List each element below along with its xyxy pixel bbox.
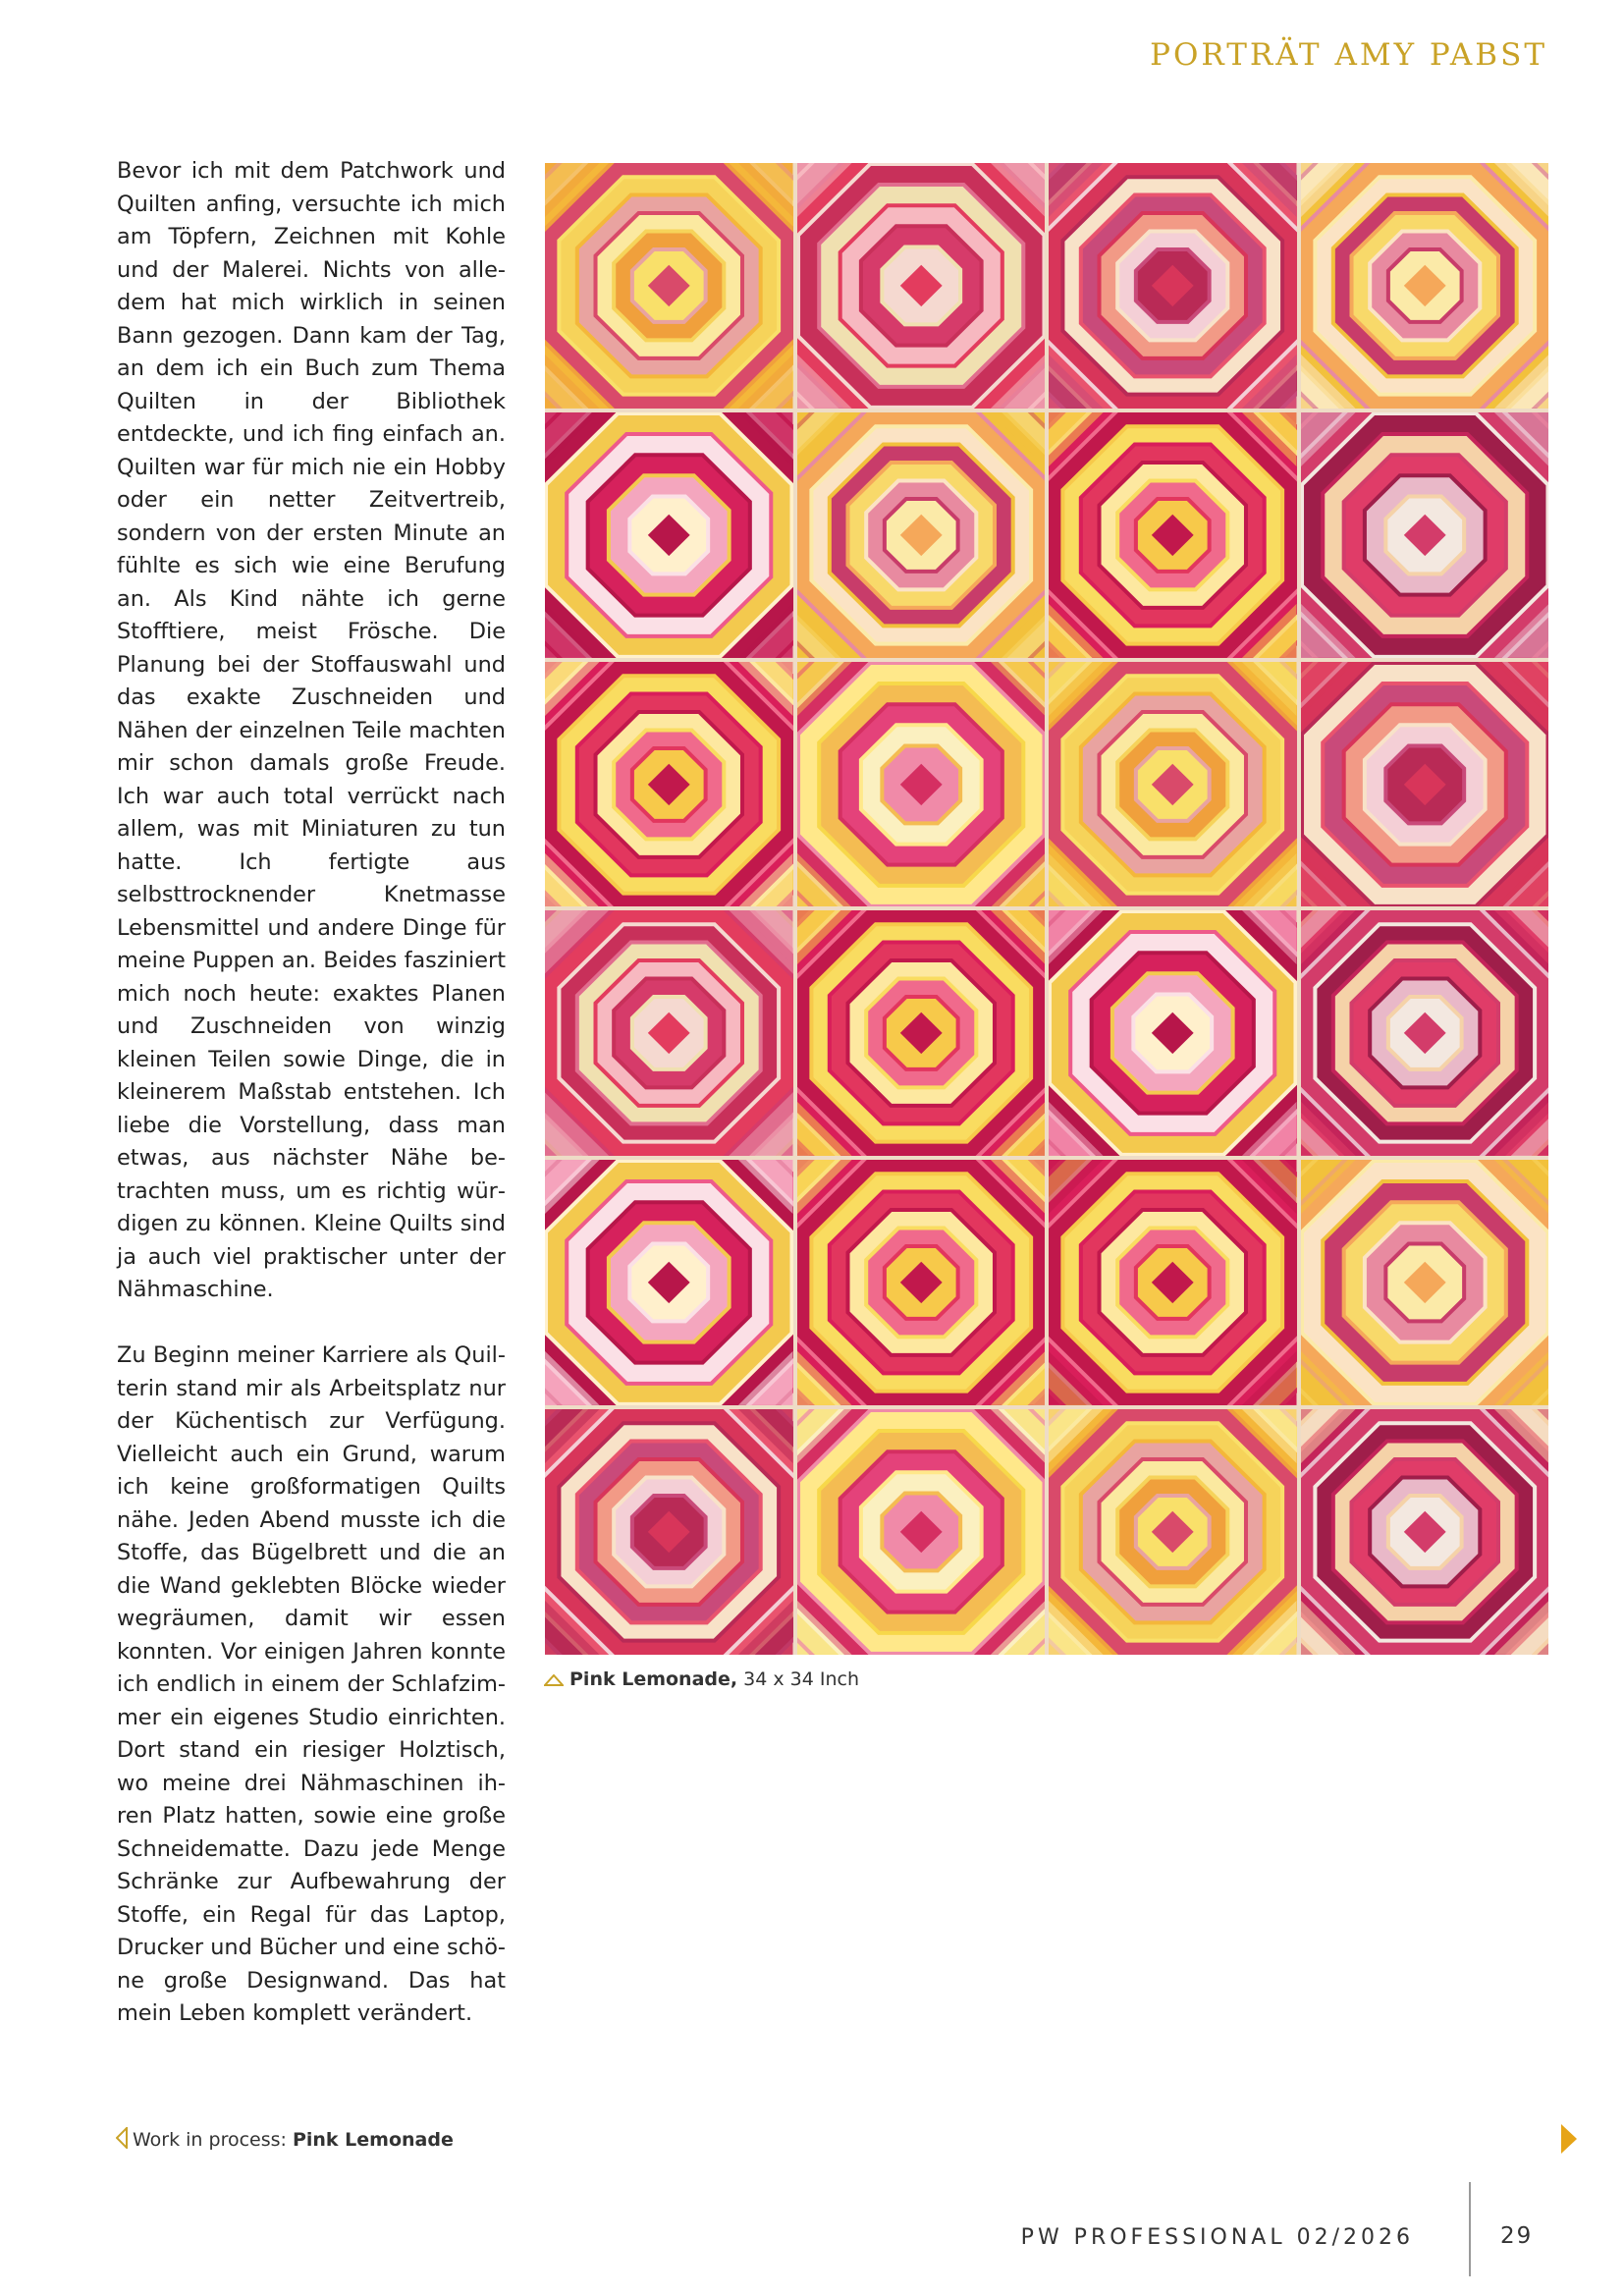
quilt-block xyxy=(1301,412,1549,658)
footer-divider xyxy=(1469,2182,1471,2276)
quilt-block xyxy=(797,163,1046,409)
wip-title: Pink Lemonade xyxy=(292,2129,454,2151)
quilt-block xyxy=(1301,1160,1549,1405)
article-text-column xyxy=(117,155,506,2031)
quilt-block xyxy=(797,1409,1046,1655)
quilt-block xyxy=(1301,662,1549,907)
quilt-block xyxy=(1301,910,1549,1156)
quilt-block xyxy=(797,1160,1046,1405)
caption-triangle-icon xyxy=(544,1669,564,1691)
work-in-process-note xyxy=(116,2127,454,2154)
footer-magazine-issue: PW PROFESSIONAL 02/2026 xyxy=(1020,2225,1414,2250)
page-number: 29 xyxy=(1500,2223,1534,2249)
quilt-block xyxy=(1049,662,1297,907)
quilt-block xyxy=(797,412,1046,658)
wip-label: Work in process: xyxy=(133,2129,293,2151)
photo-caption xyxy=(544,1668,859,1691)
quilt-block xyxy=(1301,163,1549,409)
quilt-block xyxy=(1049,910,1297,1156)
article-paragraph-2: Zu Beginn meiner Karriere als Quilterin stand mir als Arbeitsplatz nur der Küchentisch zur Verfügung. Vielleicht auch ein Grund, warum ich keine großformatigen Quilts nähe. Jeden Abend musste ich die Stoffe, das Bügelbrett und die an die Wand geklebten Blöcke wieder wegräumen, damit wir essen konnten. Vor einigen Jahren konnte ich endlich in einem der Schlafzimmer ein eigenes Studio einrichten. Dort stand ein riesiger Holztisch, wo meine drei Nähmaschinen ihren Platz hatten, sowie eine große Schneidematte. Dazu jede Menge Schränke zur Aufbewahrung der Stoffe, ein Regal für das Laptop, Drucker und Bücher und eine schöne große Designwand. Das hat mein Leben komplett verändert. xyxy=(117,1342,506,2026)
article-paragraph-1: Bevor ich mit dem Patchwork und Quilten anfing, versuchte ich mich am Töpfern, Zeichnen mit Kohle und der Malerei. Nichts von alledem hat mich wirklich in seinen Bann gezogen. Dann kam der Tag, an dem ich ein Buch zum Thema Quilten in der Bibliothek entdeckte, und ich fing einfach an. Quilten war für mich nie ein Hobby oder ein netter Zeitvertreib, sondern von der ersten Minute an fühlte es sich wie eine Berufung an. Als Kind nähte ich gerne Stofftiere, meist Frösche. Die Planung bei der Stoffauswahl und das exakte Zuschneiden und Nähen der einzelnen Teile machten mir schon damals große Freude. Ich war auch total verrückt nach allem, was mit Miniaturen zu tun hatte. Ich fertigte aus selbsttrocknender Knetmasse Lebensmittel und andere Dinge für meine Puppen an. Beides fasziniert mich noch heute: exaktes Planen und Zuschneiden von winzig kleinen Teilen sowie Dinge, die in kleinerem Maßstab entstehen. Ich liebe die Vorstellung, dass man etwas, aus nächster Nähe betrachten muss, um es richtig würdigen zu können. Kleine Quilts sind ja auch viel praktischer unter der Nähmaschine. xyxy=(117,158,506,1302)
quilt-block xyxy=(545,910,793,1156)
quilt-block xyxy=(1049,1409,1297,1655)
quilt-block xyxy=(545,1160,793,1405)
quilt-photo-pink-lemonade xyxy=(545,163,1548,1655)
quilt-block xyxy=(797,662,1046,907)
quilt-block xyxy=(1049,412,1297,658)
left-triangle-icon xyxy=(116,2127,128,2154)
caption-dimensions: 34 x 34 Inch xyxy=(737,1668,860,1690)
next-page-arrow-icon[interactable] xyxy=(1560,2123,1578,2159)
quilt-block xyxy=(545,662,793,907)
caption-title: Pink Lemonade, xyxy=(569,1668,738,1690)
quilt-block xyxy=(797,910,1046,1156)
quilt-block xyxy=(1049,1160,1297,1405)
running-head: PORTRÄT AMY PABST xyxy=(1150,37,1547,73)
quilt-block xyxy=(545,412,793,658)
quilt-block xyxy=(545,163,793,409)
quilt-block xyxy=(545,1409,793,1655)
quilt-block xyxy=(1301,1409,1549,1655)
quilt-block xyxy=(1049,163,1297,409)
